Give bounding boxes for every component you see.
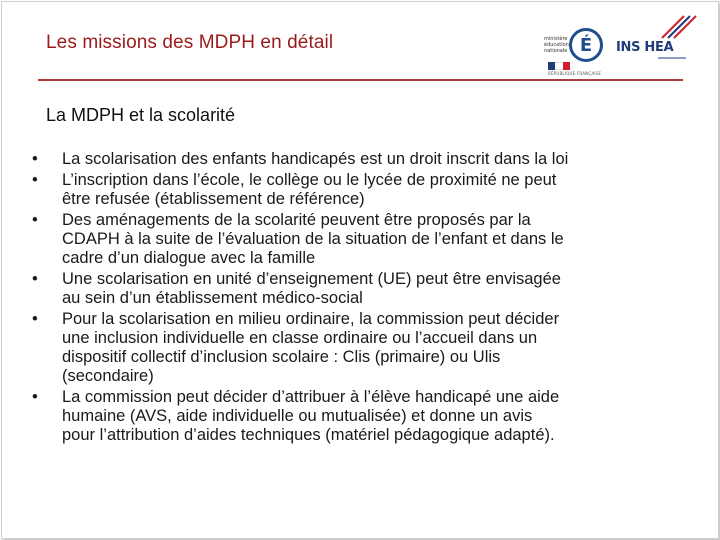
bullet-line: La scolarisation des enfants handicapés est un droit inscrit dans la loi <box>62 150 569 168</box>
slide <box>1 1 719 539</box>
bullet-dot: • <box>32 211 38 229</box>
republic-caption: RÉPUBLIQUE FRANÇAISE <box>548 71 602 76</box>
ministry-logo <box>544 16 606 74</box>
bullet-line: L’inscription dans l’école, le collège ou le lycée de proximité ne peut <box>62 171 557 189</box>
bullet-line: au sein d’un établissement médico-social <box>62 289 363 307</box>
bullet-item <box>32 388 692 445</box>
bullet-dot: • <box>32 388 38 406</box>
header-divider <box>38 79 683 81</box>
bullet-line: humaine (AVS, aide individuelle ou mutualisée) et donne un avis <box>62 407 533 425</box>
bullet-line: Des aménagements de la scolarité peuvent être proposés par la <box>62 211 531 229</box>
ministry-emblem-icon: É <box>569 28 603 62</box>
bullet-dot: • <box>32 310 38 328</box>
bullet-item <box>32 270 692 308</box>
bullet-line: Une scolarisation en unité d’enseignement (UE) peut être envisagée <box>62 270 561 288</box>
ministry-logo-text <box>544 36 569 54</box>
bullet-dot: • <box>32 270 38 288</box>
bullet-list <box>32 150 692 447</box>
french-flag-icon <box>548 62 570 70</box>
ministry-line-3: nationale <box>544 48 568 54</box>
bullet-line: La commission peut décider d’attribuer à l’élève handicapé une aide <box>62 388 560 406</box>
bullet-line: dispositif collectif d’inclusion scolaire : Clis (primaire) ou Ulis <box>62 348 501 366</box>
bullet-dot: • <box>32 150 38 168</box>
bullet-item <box>32 310 692 386</box>
bullet-line: Pour la scolarisation en milieu ordinaire, la commission peut décider <box>62 310 560 328</box>
bullet-item <box>32 150 692 169</box>
bullet-item <box>32 211 692 268</box>
page-title: Les missions des MDPH en détail <box>46 32 334 53</box>
bullet-line: pour l’attribution d’aides techniques (matériel pédagogique adapté). <box>62 426 555 444</box>
bullet-item <box>32 171 692 209</box>
bullet-line: CDAPH à la suite de l’évaluation de la situation de l’enfant et dans le <box>62 230 564 248</box>
section-subtitle: La MDPH et la scolarité <box>46 105 236 125</box>
bullet-line: être refusée (établissement de référence) <box>62 190 365 208</box>
bullet-line: une inclusion individuelle en classe ordinaire ou l’accueil dans un <box>62 329 538 347</box>
inshea-logo-text: INS HEA <box>616 40 674 55</box>
bullet-line: cadre d’un dialogue avec la famille <box>62 249 316 267</box>
bullet-dot: • <box>32 171 38 189</box>
inshea-logo <box>610 12 698 68</box>
bullet-line: (secondaire) <box>62 367 154 385</box>
ministry-line-1: ministère <box>544 36 568 42</box>
ministry-line-2: éducation <box>544 42 569 48</box>
